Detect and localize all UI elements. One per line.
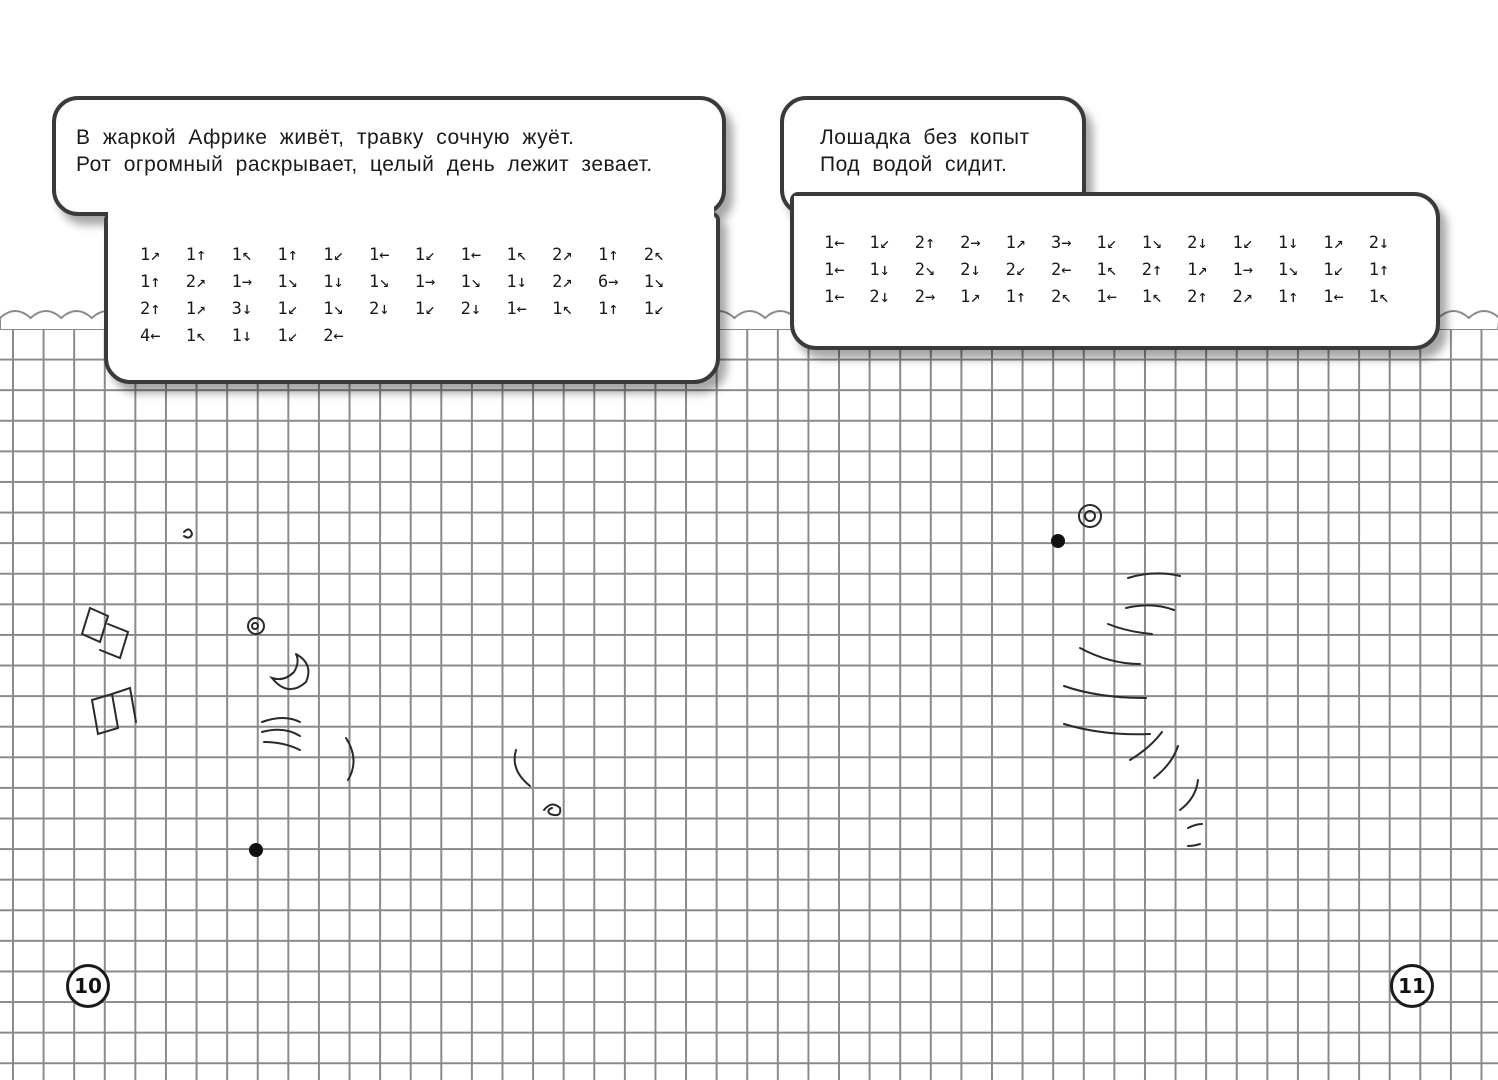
direction-code: 1↖ <box>1096 260 1117 280</box>
direction-code: 2→ <box>960 233 981 253</box>
code-row <box>140 296 690 323</box>
direction-code: 1← <box>1323 287 1344 307</box>
direction-code: 1↓ <box>1277 233 1299 253</box>
direction-code: 2↓ <box>368 299 390 319</box>
direction-code: 1← <box>824 287 845 307</box>
direction-code: 1↙ <box>277 326 298 346</box>
direction-code: 2↑ <box>1141 260 1163 280</box>
direction-code: 2→ <box>914 287 936 307</box>
code-row <box>140 269 690 296</box>
direction-code: 1↘ <box>1277 260 1299 280</box>
right-riddle-text: Лошадка без копыт Под водой сидит. <box>820 126 1030 176</box>
direction-code: 2↗ <box>185 272 207 292</box>
direction-code: 1→ <box>1232 260 1253 280</box>
direction-code: 2↙ <box>1005 260 1027 280</box>
direction-code: 1↘ <box>323 299 344 319</box>
direction-code: 2↗ <box>552 245 573 265</box>
direction-code: 1↑ <box>185 245 207 265</box>
direction-code: 1↓ <box>869 260 890 280</box>
direction-code: 1↓ <box>231 326 253 346</box>
direction-code: 2↖ <box>1050 287 1072 307</box>
direction-code: 2↓ <box>869 287 890 307</box>
direction-code: 3↓ <box>231 299 253 319</box>
code-row <box>824 257 1414 284</box>
direction-code: 1↗ <box>1323 233 1344 253</box>
direction-code: 1↘ <box>460 272 482 292</box>
direction-code: 2↓ <box>960 260 981 280</box>
page-number-left: 10 <box>66 964 110 1008</box>
direction-code: 1↓ <box>506 272 527 292</box>
direction-code: 1↙ <box>1323 260 1344 280</box>
direction-code: 1↙ <box>1096 233 1117 253</box>
direction-code: 1↖ <box>1141 287 1163 307</box>
direction-code: 1↘ <box>277 272 298 292</box>
code-row <box>824 230 1414 257</box>
direction-code: 2↑ <box>140 299 161 319</box>
direction-code: 1← <box>1096 287 1117 307</box>
direction-code: 1↙ <box>643 299 665 319</box>
direction-code: 1↙ <box>414 299 436 319</box>
direction-code: 1↖ <box>552 299 573 319</box>
right-bubble-seam <box>794 196 1082 212</box>
direction-code: 1↖ <box>231 245 253 265</box>
direction-code: 1← <box>824 233 845 253</box>
direction-code: 1↑ <box>1368 260 1390 280</box>
direction-code: 1→ <box>414 272 436 292</box>
direction-code: 1← <box>824 260 845 280</box>
direction-code: 1← <box>368 245 390 265</box>
direction-code: 2↗ <box>552 272 573 292</box>
direction-code: 1↘ <box>643 272 665 292</box>
direction-code: 1↙ <box>414 245 436 265</box>
direction-code: 1↑ <box>1005 287 1027 307</box>
right-codes-bubble <box>790 192 1440 350</box>
code-row <box>824 284 1414 311</box>
left-direction-codes <box>140 242 690 350</box>
left-bubble-seam <box>108 204 714 220</box>
direction-code: 1→ <box>231 272 253 292</box>
direction-code: 2↘ <box>914 260 936 280</box>
left-riddle-bubble <box>52 96 726 216</box>
direction-code: 1↗ <box>185 299 207 319</box>
direction-code: 2↓ <box>1187 233 1208 253</box>
direction-code: 1← <box>506 299 527 319</box>
page-number-right: 11 <box>1390 964 1434 1008</box>
code-row <box>140 323 690 350</box>
direction-code: 1↑ <box>597 299 619 319</box>
right-direction-codes <box>824 230 1414 311</box>
direction-code: 2↖ <box>643 245 665 265</box>
direction-code: 2↗ <box>1232 287 1253 307</box>
direction-code: 1↙ <box>869 233 890 253</box>
direction-code: 2↑ <box>914 233 936 253</box>
direction-code: 4← <box>140 326 161 346</box>
direction-code: 1↗ <box>140 245 161 265</box>
squared-grid-background <box>0 316 1498 1080</box>
direction-code: 1↑ <box>1277 287 1299 307</box>
left-codes-bubble <box>104 212 720 384</box>
direction-code: 2← <box>1050 260 1072 280</box>
code-row <box>140 242 690 269</box>
direction-code: 1↙ <box>277 299 298 319</box>
direction-code: 2↑ <box>1187 287 1208 307</box>
direction-code: 1↗ <box>960 287 981 307</box>
direction-code: 1↖ <box>185 326 207 346</box>
direction-code: 2← <box>323 326 344 346</box>
direction-code: 3→ <box>1050 233 1072 253</box>
direction-code: 1↗ <box>1005 233 1027 253</box>
direction-code: 6→ <box>597 272 619 292</box>
direction-code: 1↗ <box>1187 260 1208 280</box>
direction-code: 1↖ <box>506 245 527 265</box>
direction-code: 1← <box>460 245 482 265</box>
direction-code: 1↙ <box>1232 233 1253 253</box>
direction-code: 1↑ <box>597 245 619 265</box>
direction-code: 1↘ <box>1141 233 1163 253</box>
direction-code: 1↑ <box>277 245 298 265</box>
direction-code: 1↓ <box>323 272 344 292</box>
direction-code: 1↖ <box>1368 287 1390 307</box>
direction-code: 2↓ <box>460 299 482 319</box>
direction-code: 1↙ <box>323 245 344 265</box>
direction-code: 1↑ <box>140 272 161 292</box>
direction-code: 2↓ <box>1368 233 1390 253</box>
left-riddle-text: В жаркой Африке живёт, травку сочную жуёт. Рот огромный раскрывает, целый день лежит зевает. <box>76 126 653 176</box>
direction-code: 1↘ <box>368 272 390 292</box>
